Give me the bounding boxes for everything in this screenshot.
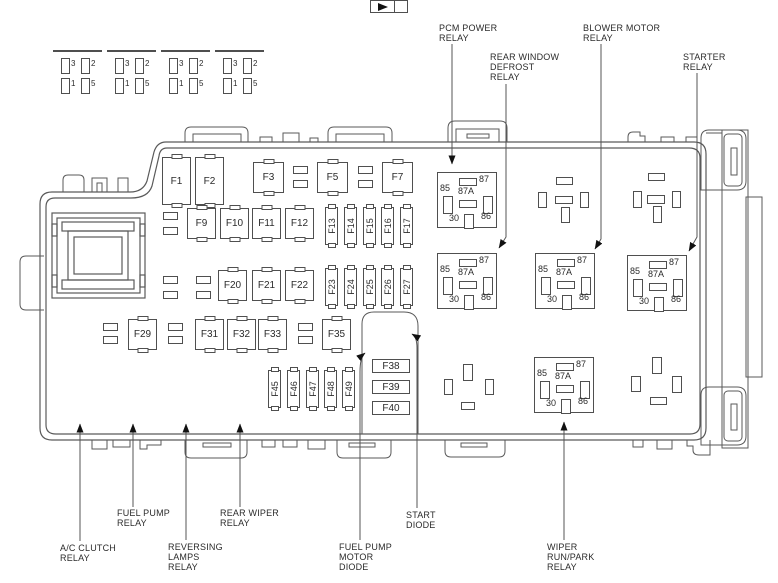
- relay-pin: [169, 58, 178, 74]
- fuse-f25: [363, 268, 376, 306]
- relay-starter: [627, 255, 687, 311]
- relay-pin: [443, 277, 453, 295]
- relay-pin: [459, 178, 477, 186]
- relay-pin: [556, 385, 574, 393]
- relay-blower-motor: [535, 253, 595, 309]
- fuse-label: F48: [325, 381, 336, 397]
- relay-pin: [633, 279, 643, 297]
- relay-pin-label: 87: [669, 257, 680, 267]
- callout-label-line: FUEL PUMP: [339, 542, 392, 552]
- callout-label-line: RELAY: [168, 562, 198, 572]
- fuse-f47: [306, 370, 319, 408]
- empty-fuse-slot: [196, 291, 211, 299]
- relay-socket-1-pin: [556, 177, 573, 185]
- relay-pin-label: 86: [579, 292, 590, 302]
- relay-pin-label: 1: [233, 79, 238, 88]
- callout-label-line: RELAY: [547, 562, 577, 572]
- relay-pin: [541, 277, 551, 295]
- relay-pin-label: 1: [179, 79, 184, 88]
- right-bracket: [701, 130, 762, 448]
- relay-wiper-run-park: [534, 357, 594, 413]
- relay-pin-label: 3: [71, 59, 76, 68]
- fuse-label: F24: [345, 279, 356, 295]
- relay-socket-2-pin: [648, 173, 665, 181]
- relay-pin-label: 87A: [648, 269, 665, 279]
- callout-label-line: RELAY: [60, 553, 90, 563]
- relay-pin: [459, 200, 477, 208]
- relay-pin: [459, 281, 477, 289]
- relay-pin: [115, 78, 124, 94]
- relay-pin: [443, 196, 453, 214]
- relay-pin-label: 87A: [555, 371, 572, 381]
- relay-pin-label: 87: [577, 255, 588, 265]
- bottom-latch-tabs: [92, 440, 710, 458]
- relay-pin-label: 2: [145, 59, 150, 68]
- relay-socket-1-pin: [580, 192, 589, 208]
- relay-pin: [189, 78, 198, 94]
- relay-socket-4-pin: [444, 379, 453, 395]
- empty-fuse-slot: [163, 227, 178, 235]
- relay-pin: [169, 78, 178, 94]
- fuse-f38: F38: [372, 359, 410, 373]
- relay-pin: [654, 297, 664, 312]
- relay-socket-2-pin: [672, 191, 681, 208]
- relay-socket-3-pin: [652, 357, 662, 374]
- fuse-label: F15: [364, 218, 375, 234]
- callout-label-line: DIODE: [406, 520, 436, 530]
- fuse-f33: F33: [258, 319, 287, 350]
- fuse-f48: [324, 370, 337, 408]
- relay-pin: [557, 259, 575, 267]
- relay-pin-label: 86: [671, 294, 682, 304]
- empty-fuse-slot: [293, 166, 308, 174]
- diode-fuel-pump-motor: [370, 0, 408, 13]
- fuse-label: F46: [288, 381, 299, 397]
- empty-fuse-slot: [163, 212, 178, 220]
- callout-label-reversing-lamps-relay: [168, 542, 223, 572]
- relay-pin: [540, 381, 550, 399]
- callout-label-line: FUEL PUMP: [117, 508, 170, 518]
- fuse-f2: F2: [195, 157, 224, 205]
- relay-pin: [464, 214, 474, 229]
- relay-pin: [557, 281, 575, 289]
- fuse-label: F25: [364, 279, 375, 295]
- callout-label-start-diode: [406, 510, 436, 530]
- fuse-f26: [381, 268, 394, 306]
- callout-label-line: RELAY: [117, 518, 147, 528]
- callout-label-rear-wiper-relay: [220, 508, 279, 528]
- relay-pin: [649, 261, 667, 269]
- callout-line-starter-relay: [689, 73, 697, 251]
- relay-socket-2-pin: [633, 191, 642, 208]
- relay-pin-label: 87: [576, 359, 587, 369]
- callout-label-line: RELAY: [439, 33, 469, 43]
- callout-line-rear-window-defrost-relay: [499, 84, 506, 248]
- relay-pin-label: 30: [547, 294, 558, 304]
- relay-pin-label: 86: [578, 396, 589, 406]
- relay-pin: [115, 58, 124, 74]
- relay-pin-label: 3: [233, 59, 238, 68]
- relay-pin-label: 2: [253, 59, 258, 68]
- callout-label-line: REVERSING: [168, 542, 223, 552]
- callout-label-rear-window-defrost-relay: [490, 52, 559, 82]
- callout-line-blower-motor-relay: [595, 44, 601, 249]
- relay-pin: [556, 363, 574, 371]
- empty-fuse-slot: [358, 180, 373, 188]
- relay-pin: [189, 58, 198, 74]
- relay-pin: [459, 259, 477, 267]
- relay-pin-label: 85: [538, 264, 549, 274]
- fuse-label: F16: [382, 218, 393, 234]
- relay-pin-label: 87A: [458, 186, 475, 196]
- callout-label-line: WIPER: [547, 542, 578, 552]
- relay-pin-label: 87A: [458, 267, 475, 277]
- relay-pin-label: 30: [449, 294, 460, 304]
- relay-pin-label: 3: [125, 59, 130, 68]
- empty-fuse-slot: [358, 166, 373, 174]
- relay-pin-label: 5: [199, 79, 204, 88]
- callout-line-start-diode: [412, 334, 417, 508]
- callout-label-line: DEFROST: [490, 62, 535, 72]
- fuse-f40: F40: [372, 401, 410, 415]
- relay-socket-4-pin: [463, 364, 473, 381]
- fuse-f7: F7: [382, 162, 413, 193]
- relay-pin: [243, 58, 252, 74]
- relay-socket-2-pin: [647, 195, 665, 204]
- relay-ac-clutch: [53, 50, 102, 88]
- relay-pin-label: 2: [91, 59, 96, 68]
- top-latch-tabs: [185, 121, 697, 142]
- relay-socket-1-pin: [538, 192, 547, 208]
- fuse-label: F13: [326, 218, 337, 234]
- empty-fuse-slot: [168, 323, 183, 331]
- relay-pin-label: 1: [125, 79, 130, 88]
- relay-pin: [223, 78, 232, 94]
- fuse-f17: [400, 207, 413, 245]
- fuse-f14: [344, 207, 357, 245]
- relay-pin-label: 87A: [556, 267, 573, 277]
- relay-socket-3-pin: [672, 376, 682, 393]
- fuse-f20: F20: [218, 270, 247, 301]
- relay-pin: [562, 295, 572, 310]
- callout-label-line: PCM POWER: [439, 23, 498, 33]
- callout-label-wiper-run-park-relay: [547, 542, 594, 572]
- callout-label-line: RELAY: [490, 72, 520, 82]
- callout-label-fuel-pump-relay: [117, 508, 170, 528]
- relay-pin-label: 5: [253, 79, 258, 88]
- relay-pin: [61, 78, 70, 94]
- fuse-f35: F35: [322, 319, 351, 350]
- relay-pin: [135, 58, 144, 74]
- relay-socket-1-pin: [561, 207, 570, 223]
- mini-fuse-enclosure: [362, 312, 418, 434]
- fuse-f15: [363, 207, 376, 245]
- callout-label-ac-clutch-relay: [60, 543, 116, 563]
- fuse-label: F47: [307, 381, 318, 397]
- empty-fuse-slot: [168, 336, 183, 344]
- relay-pin-label: 1: [71, 79, 76, 88]
- relay-pin: [243, 78, 252, 94]
- fuse-f5: F5: [317, 162, 348, 193]
- empty-fuse-slot: [163, 291, 178, 299]
- relay-pin: [649, 283, 667, 291]
- fuse-label: F45: [269, 381, 280, 397]
- relay-pin: [223, 58, 232, 74]
- empty-fuse-slot: [196, 276, 211, 284]
- fuse-f45: [268, 370, 281, 408]
- fuse-f12: F12: [285, 208, 314, 239]
- relay-pin: [81, 58, 90, 74]
- relay-pin: [561, 399, 571, 414]
- relay-pin-label: 2: [199, 59, 204, 68]
- fuse-label: F27: [401, 279, 412, 295]
- empty-fuse-slot: [103, 323, 118, 331]
- relay-pin-label: 86: [481, 211, 492, 221]
- fuse-label: F26: [382, 279, 393, 295]
- empty-fuse-slot: [103, 336, 118, 344]
- callout-label-starter-relay: [683, 52, 726, 72]
- relay-pin-label: 5: [91, 79, 96, 88]
- empty-fuse-slot: [293, 180, 308, 188]
- empty-fuse-slot: [298, 336, 313, 344]
- relay-socket-4-pin: [461, 402, 475, 410]
- relay-pin-label: 85: [630, 266, 641, 276]
- relay-pin: [464, 295, 474, 310]
- fuse-f3: F3: [253, 162, 284, 193]
- callout-label-pcm-power-relay: [439, 23, 497, 43]
- relay-pin: [61, 58, 70, 74]
- relay-pin-label: 30: [546, 398, 557, 408]
- fuse-f24: [344, 268, 357, 306]
- relay-socket-3-pin: [631, 376, 641, 392]
- relay-pin-label: 30: [449, 213, 460, 223]
- callout-label-line: RUN/PARK: [547, 552, 595, 562]
- fuse-f21: F21: [252, 270, 281, 301]
- fuse-f23: [325, 268, 338, 306]
- relay-fuel-pump: [107, 50, 156, 88]
- relay-pin: [81, 78, 90, 94]
- relay-pin-label: 30: [639, 296, 650, 306]
- callout-label-line: LAMPS: [168, 552, 200, 562]
- relay-socket-2-pin: [653, 206, 662, 223]
- fuse-f9: F9: [187, 208, 216, 239]
- callout-label-fuel-pump-motor-diode: [339, 542, 392, 572]
- relay-pin-label: 85: [440, 264, 451, 274]
- callout-label-line: REAR WINDOW: [490, 52, 560, 62]
- fuse-f1: F1: [162, 157, 191, 205]
- relay-pin-label: 3: [179, 59, 184, 68]
- callout-label-line: START: [406, 510, 436, 520]
- relay-pcm-power: [437, 172, 497, 228]
- relay-pin-label: 86: [481, 292, 492, 302]
- diode-arrow-icon: [378, 3, 388, 11]
- relay-socket-1-pin: [555, 196, 573, 204]
- callout-label-line: DIODE: [339, 562, 369, 572]
- callout-label-line: REAR WIPER: [220, 508, 280, 518]
- fuse-f29: F29: [128, 319, 157, 350]
- fuse-f13: [325, 207, 338, 245]
- callout-label-line: MOTOR: [339, 552, 374, 562]
- callout-label-line: STARTER: [683, 52, 726, 62]
- fuse-f49: [342, 370, 355, 408]
- empty-fuse-slot: [298, 323, 313, 331]
- relay-pin-label: 85: [537, 368, 548, 378]
- fuse-label: F14: [345, 218, 356, 234]
- main-connector: [52, 213, 145, 298]
- fuse-f32: F32: [227, 319, 256, 350]
- relay-pin-label: 87: [479, 255, 490, 265]
- callout-label-blower-motor-relay: [583, 23, 660, 43]
- callout-label-line: A/C CLUTCH: [60, 543, 117, 553]
- relay-socket-4-pin: [485, 379, 494, 395]
- relay-rear-wiper: [215, 50, 264, 88]
- fuse-f11: F11: [252, 208, 281, 239]
- relay-pin-label: 87: [479, 174, 490, 184]
- callout-label-line: BLOWER MOTOR: [583, 23, 661, 33]
- fuse-label: F49: [343, 381, 354, 397]
- fuse-f16: [381, 207, 394, 245]
- relay-pin-label: 5: [145, 79, 150, 88]
- callout-label-line: RELAY: [583, 33, 613, 43]
- fuse-label: F17: [401, 218, 412, 234]
- relay-rear-window-defrost: [437, 253, 497, 309]
- callout-label-line: RELAY: [220, 518, 250, 528]
- fuse-label: F23: [326, 279, 337, 295]
- relay-socket-3-pin: [650, 397, 667, 405]
- fuse-f27: [400, 268, 413, 306]
- fuse-f10: F10: [220, 208, 249, 239]
- callout-label-line: RELAY: [683, 62, 713, 72]
- fuse-f31: F31: [195, 319, 224, 350]
- diode-divider: [394, 1, 395, 12]
- empty-fuse-slot: [163, 276, 178, 284]
- fuse-f22: F22: [285, 270, 314, 301]
- fuse-f39: F39: [372, 380, 410, 394]
- relay-pin: [135, 78, 144, 94]
- relay-pin-label: 85: [440, 183, 451, 193]
- fuse-f46: [287, 370, 300, 408]
- relay-reversing-lamps: [161, 50, 210, 88]
